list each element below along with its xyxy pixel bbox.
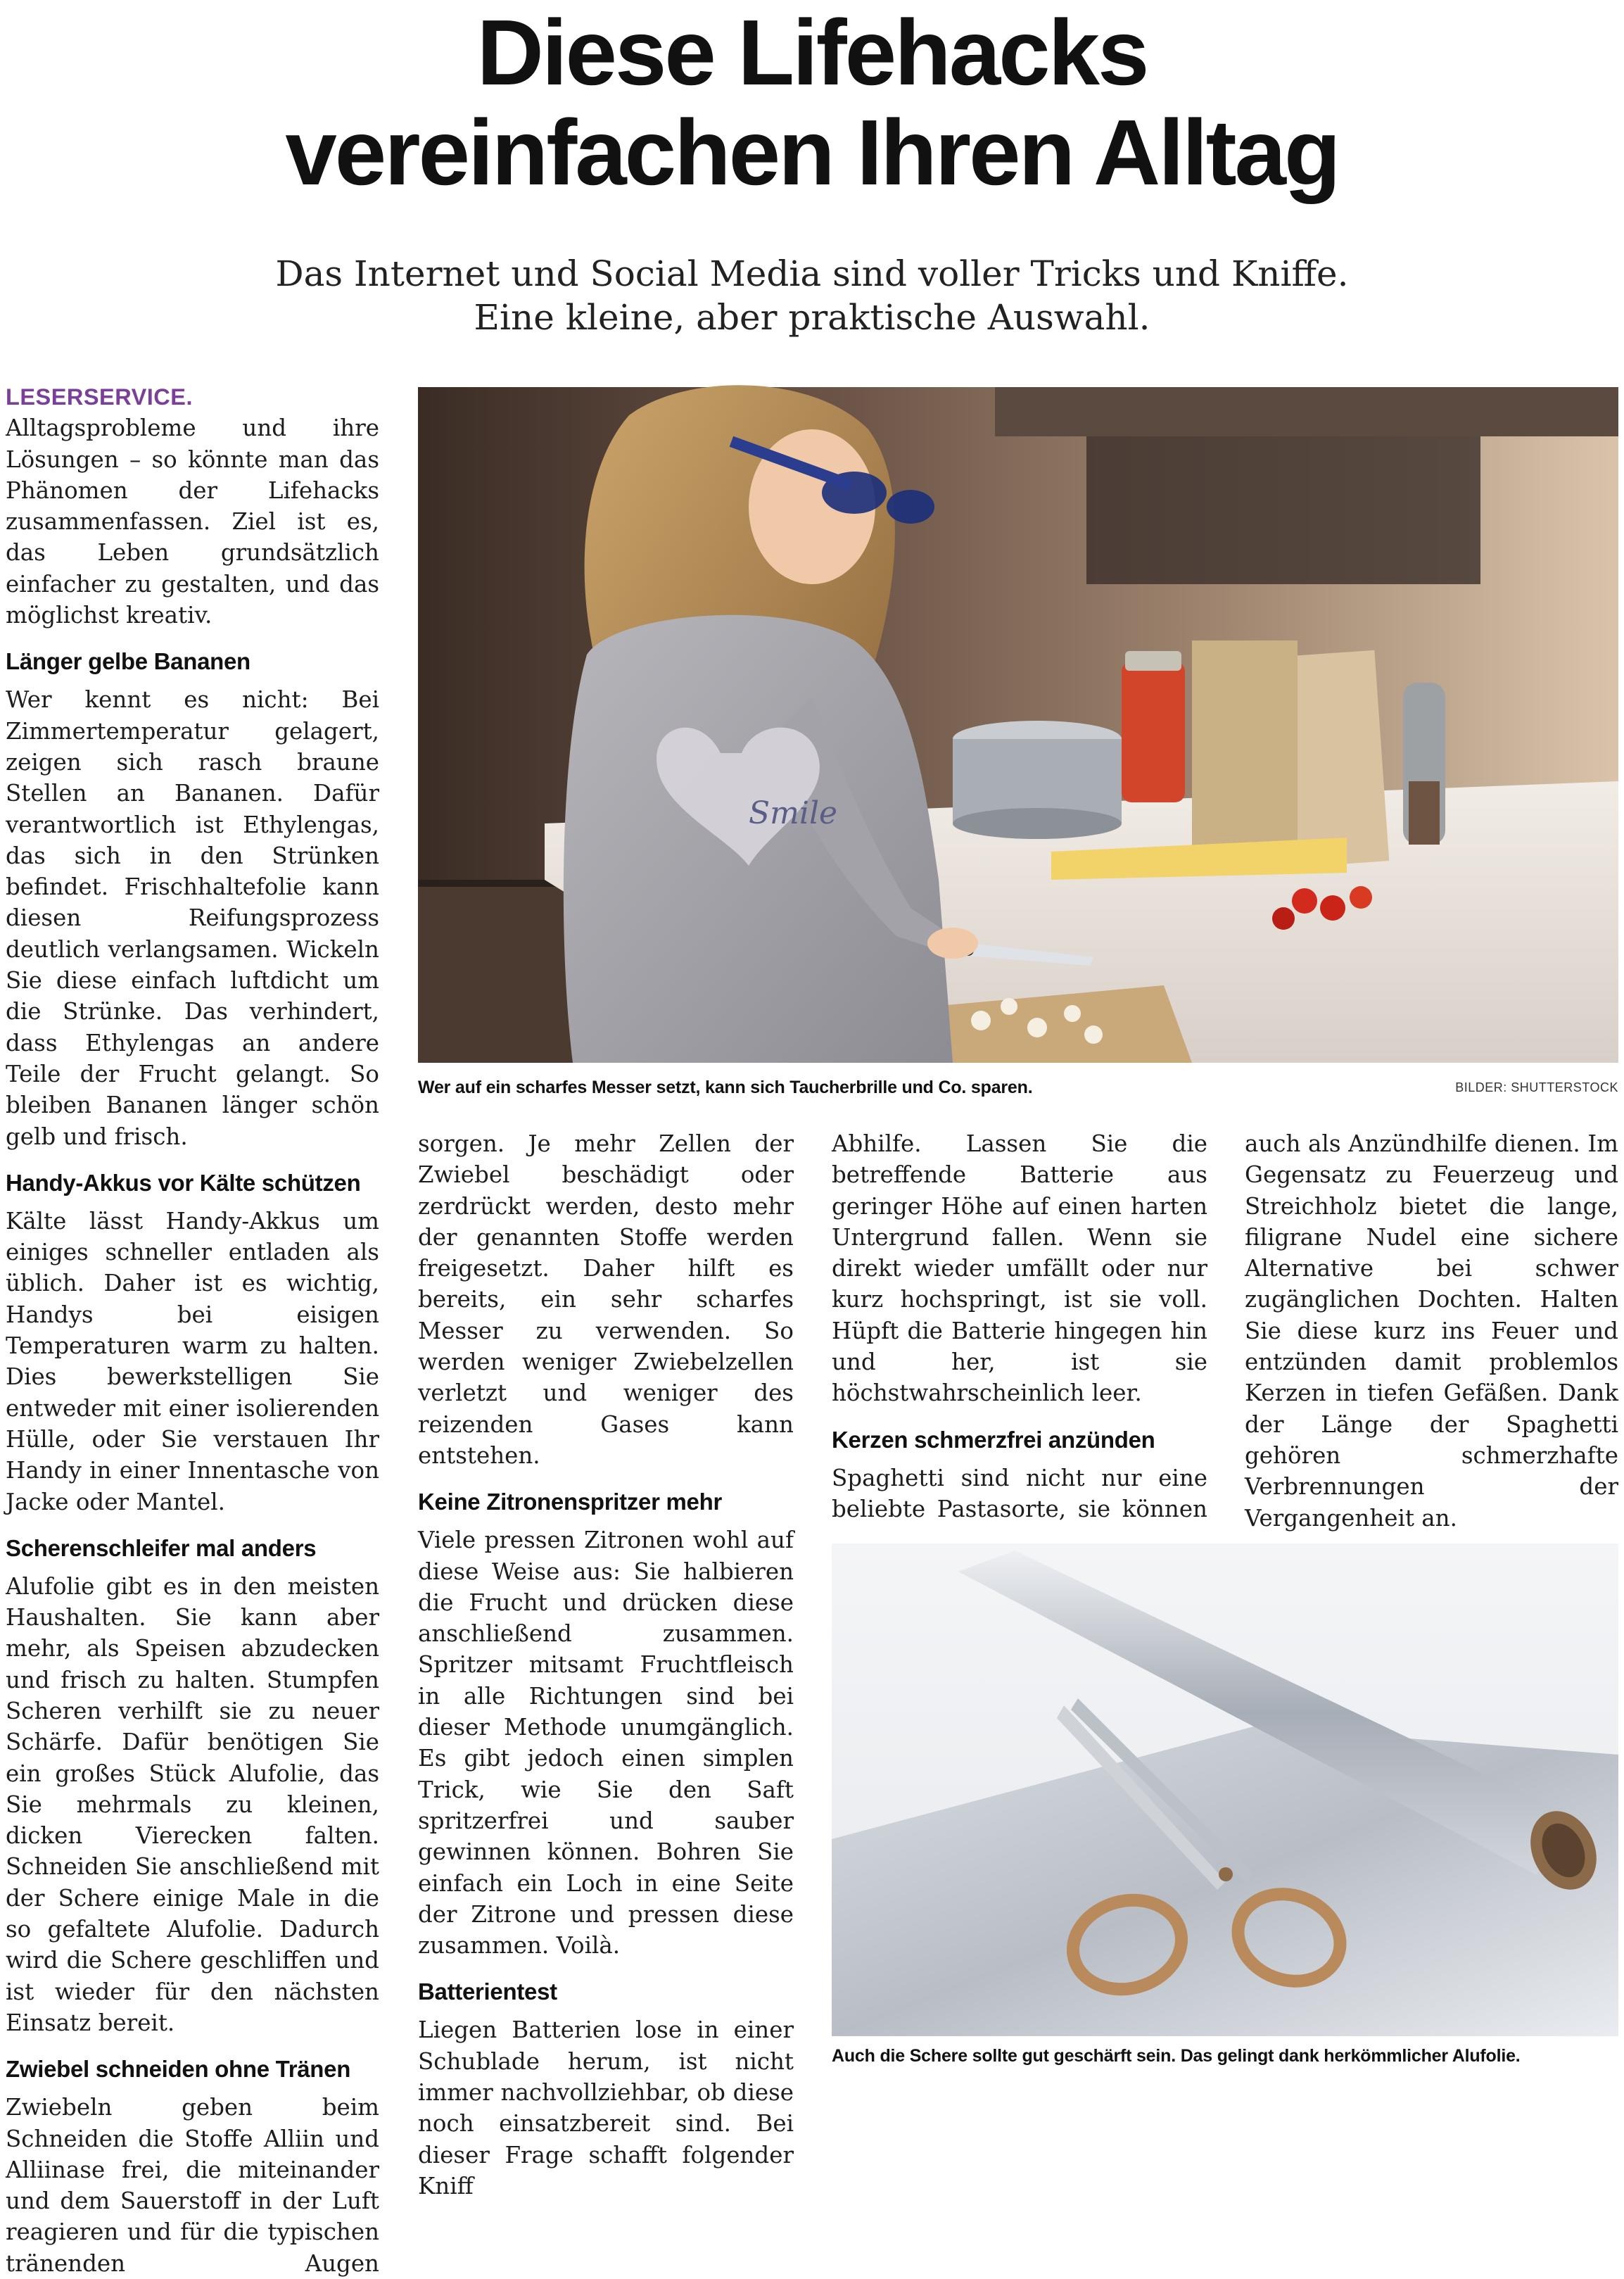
headline-line-1: Diese Lifehacks [476,1,1148,104]
section-heading-scissors: Scherenschleifer mal anders [6,1534,317,1561]
text-column-3 [832,1128,1207,1524]
section-text-battery-test: Liegen Batterien lose in einer Schublade herum, ist nicht immer nachvollziehbar, ob diese noch einsatzbereit sind. Bei dieser Frage schafft folgender Kniff [418,2016,794,2199]
subheadline-line-1: Das Internet und Social Media sind voller Tricks und Kniffe. [275,253,1349,294]
section-text-battery-test-continued: Abhilfe. Lassen Sie die betreffende Batterie aus geringer Höhe auf einen harten Untergrund fallen. Wenn sie direkt wieder umfällt oder nur kurz hochspringt, ist sie voll. Hüpft die Batterie hingegen hin und her, ist sie höchstwahrscheinlich leer. [832,1130,1207,1407]
subheadline-line-2: Eine kleine, aber praktische Auswahl. [474,297,1150,338]
section-heading-battery-test: Batterientest [418,1978,557,2005]
photo-caption-1: Wer auf ein scharfes Messer setzt, kann sich Taucherbrille und Co. sparen. [418,1078,1033,1097]
section-heading-lemons: Keine Zitronenspritzer mehr [418,1489,722,1515]
kitchen-photo [418,387,1618,1063]
photo-caption-2: Auch die Schere sollte gut geschärft sein. Das gelingt dank herkömmlicher Alufolie. [832,2046,1521,2066]
scissors-photo [832,1543,1618,2036]
section-text-bananas: Wer kennt es nicht: Bei Zimmertemperatur gelagert, zeigen sich rasch braune Stellen an Bananen. Dafür verantwortlich ist Ethylengas, das sich in den Strünken befindet. Frischhaltefolie kann diesen Reifungsprozess deutlich verlangsamen. Wickeln Sie diese einfach luftdicht um die Strünke. Das verhindert, dass Ethylengas an andere Teile der Frucht gelangt. So bleiben Bananen länger schön gelb und frisch. [6,686,379,1150]
text-column-2 [418,1128,794,2202]
subheadline [0,252,1624,339]
intro-paragraph [6,381,379,631]
section-heading-bananas: Länger gelbe Bananen [6,648,250,675]
headline-line-2: vereinfachen Ihren Alltag [285,101,1339,204]
photo-credit: BILDER: SHUTTERSTOCK [1455,1080,1618,1094]
text-column-4 [1245,1128,1618,1534]
section-heading-onions: Zwiebel schneiden ohne Tränen [6,2056,351,2083]
section-text-scissors: Alufolie gibt es in den meisten Haushalten. Sie kann aber mehr, als Speisen abzudecken und frisch zu halten. Stumpfen Scheren verhilft sie zu neuer Schärfe. Dafür benötigen Sie ein großes Stück Alufolie, das Sie mehrmals zu kleinen, dicken Vierecken falten. Schneiden Sie anschließend mit der Schere einige Male in die so gefaltete Alufolie. Dadurch wird die Schere geschliffen und ist wieder für den nächsten Einsatz bereit. [6,1572,379,2036]
intro-text: Alltagsprobleme und ihre Lösungen – so könnte man das Phänomen der Lifehacks zusammenfassen. Ziel ist es, das Leben grundsätzlich einfacher zu gestalten, und das möglichst kreativ. [6,415,379,629]
kitchen-illustration [418,387,1618,1063]
section-text-lemons: Viele pressen Zitronen wohl auf diese Weise aus: Sie halbieren die Frucht und drücken diese anschließend zusammen. Spritzer mitsamt Fruchtfleisch in alle Richtungen sind bei dieser Methode unumgänglich. Es gibt jedoch einen simplen Trick, wie Sie den Saft spritzerfrei und sauber gewinnen können. Bohren Sie einfach ein Loch in eine Seite der Zitrone und pressen diese zusammen. Voilà. [418,1527,794,1959]
section-text-onions: Zwiebeln geben beim Schneiden die Stoffe Alliin und Alliinase frei, die miteinander und dem Sauerstoff in der Luft reagieren und für die typischen tränenden Augen [6,2094,379,2277]
text-column-1 [6,381,379,2279]
section-text-candles: Spaghetti sind nicht nur eine beliebte Pastasorte, sie können [832,1464,1207,1522]
scissors-foil-illustration [832,1543,1618,2036]
sweater-print-text: Smile [749,795,838,831]
section-text-phone-battery: Kälte lässt Handy-Akkus um einiges schneller entladen als üblich. Daher ist es wichtig, Handys bei eisigen Temperaturen warm zu halten. Dies bewerkstelligen Sie entweder mit einer isolierenden Hülle, oder Sie verstauen Ihr Handy in einer Innentasche von Jacke oder Mantel. [6,1207,379,1515]
kicker: LESERSERVICE. [6,384,193,410]
section-text-candles-continued: auch als Anzündhilfe dienen. Im Gegensatz zu Feuerzeug und Streichholz bietet die lange, filigrane Nudel eine sichere Alternative bei schwer zugänglichen Dochten. Halten Sie diese kurz ins Feuer und entzünden damit problemlos Kerzen in tiefen Gefäßen. Dank der Länge der Spaghetti gehören schmerzhafte Verbrennungen der Vergangenheit an. [1245,1130,1618,1532]
headline [0,0,1624,203]
section-heading-candles: Kerzen schmerzfrei anzünden [832,1426,1155,1453]
section-text-onions-continued: sorgen. Je mehr Zellen der Zwiebel beschädigt oder zerdrückt werden, desto mehr der genannten Stoffe werden freigesetzt. Daher hilft es bereits, ein sehr scharfes Messer zu verwenden. So werden weniger Zwiebelzellen verletzt und weniger des reizenden Gases kann entstehen. [418,1130,794,1469]
section-heading-phone-battery: Handy-Akkus vor Kälte schützen [6,1169,361,1196]
